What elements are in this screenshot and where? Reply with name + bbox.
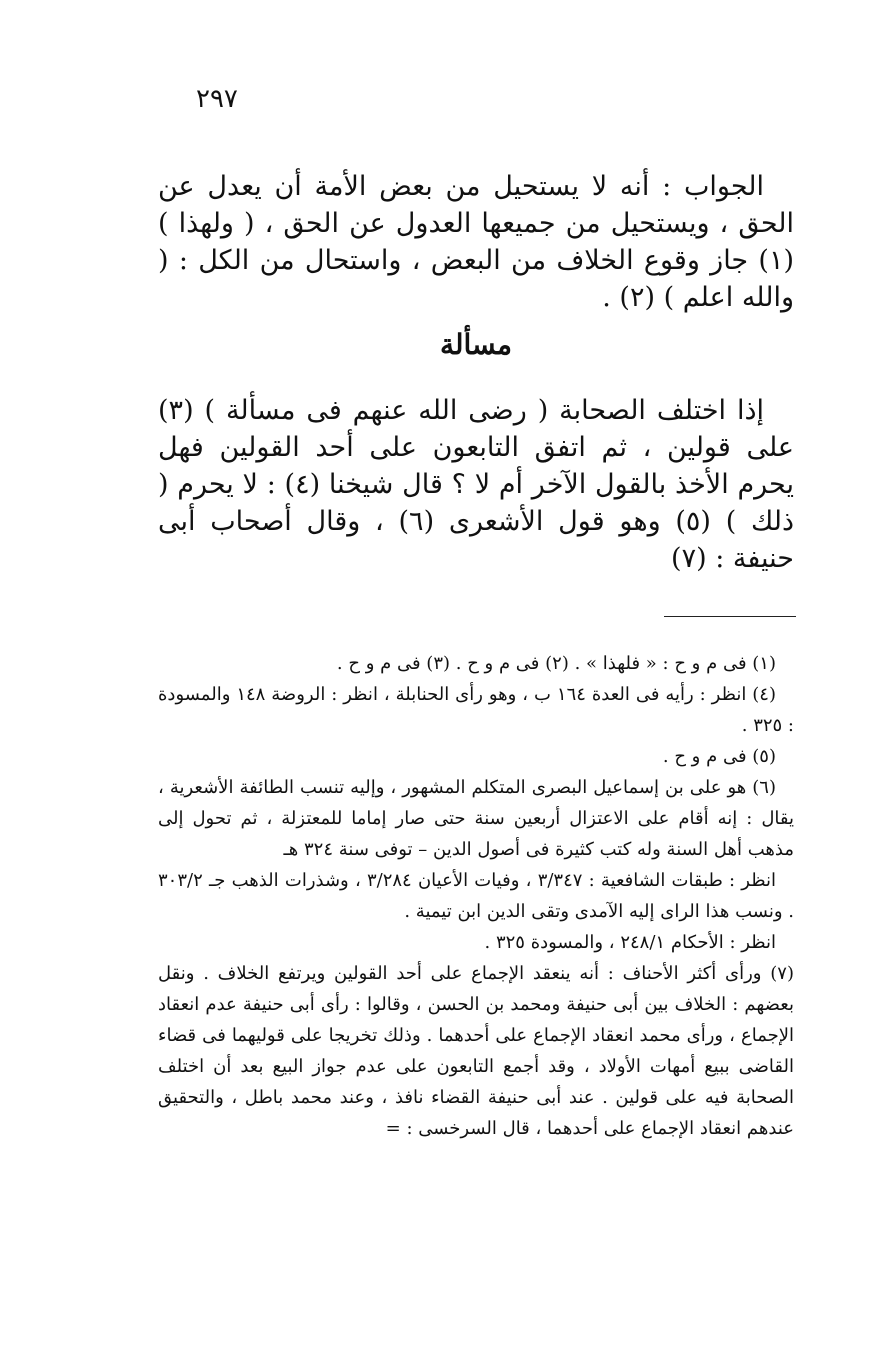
footnote-4: (٤) انظر : رأيه فى العدة ١٦٤ ب ، وهو رأى الحنابلة ، انظر : الروضة ١٤٨ والمسودة : ٣٢٥ . — [158, 684, 794, 736]
answer-paragraph — [158, 168, 794, 316]
footnote-6-reference-1: انظر : طبقات الشافعية : ٣/٣٤٧ ، وفيات الأعيان ٣/٢٨٤ ، وشذرات الذهب جـ ٣٠٣/٢ . ونسب هذا الراى إليه الآمدى وتقى الدين ابن تيمية . — [158, 870, 794, 922]
question-paragraph — [158, 392, 794, 577]
footnote-divider — [664, 616, 796, 617]
answer-text: الجواب : أنه لا يستحيل من بعض الأمة أن يعدل عن الحق ، ويستحيل من جميعها العدول عن الحق ، ( ولهذا ) (١) جاز وقوع الخلاف من البعض ، واستحال من الكل : ( والله اعلم ) (٢) . — [158, 171, 794, 313]
footnote-1-3: (١) فى م و ح : « فلهذا » . (٢) فى م و ح . (٣) فى م و ح . — [336, 653, 776, 674]
footnote-7: (٧) ورأى أكثر الأحناف : أنه ينعقد الإجماع على أحد القولين ويرتفع الخلاف . ونقل بعضهم : الخلاف بين أبى حنيفة ومحمد بن الحسن ، وقالوا : رأى أبى حنيفة عدم انعقاد الإجماع ، ورأى محمد انعقاد الإجماع على أحدهما . وذلك تخريجا على قوليهما فى قضاء القاضى ببيع أمهات الأولاد ، وقد أجمع التابعون على عدم جواز البيع بعد أن اختلف الصحابة فيه على قولين . عند أبى حنيفة القضاء نافذ ، وعند محمد باطل ، والتحقيق عندهم انعقاد الإجماع على أحدهما ، قال السرخسى : = — [158, 963, 794, 1139]
footnotes-section — [158, 648, 794, 1144]
page-number: ٢٩٧ — [196, 84, 238, 114]
footnote-6: (٦) هو على بن إسماعيل البصرى المتكلم المشهور ، وإليه تنسب الطائفة الأشعرية ، يقال : إنه أقام على الاعتزال أربعين سنة حتى صار إماما للمعتزلة ، ثم تحول إلى مذهب أهل السنة وله كتب كثيرة فى أصول الدين – توفى سنة ٣٢٤ هـ — [158, 777, 794, 860]
question-text: إذا اختلف الصحابة ( رضى الله عنهم فى مسألة ) (٣) على قولين ، ثم اتفق التابعون على أحد القولين فهل يحرم الأخذ بالقول الآخر أم لا ؟ قال شيخنا (٤) : لا يحرم ( ذلك ) (٥) وهو قول الأشعرى (٦) ، وقال أصحاب أبى حنيفة : (٧) — [158, 395, 794, 574]
section-heading: مسألة — [439, 328, 513, 361]
footnote-6-reference-2: انظر : الأحكام ٢٤٨/١ ، والمسودة ٣٢٥ . — [484, 932, 776, 953]
footnote-5: (٥) فى م و ح . — [662, 746, 776, 767]
